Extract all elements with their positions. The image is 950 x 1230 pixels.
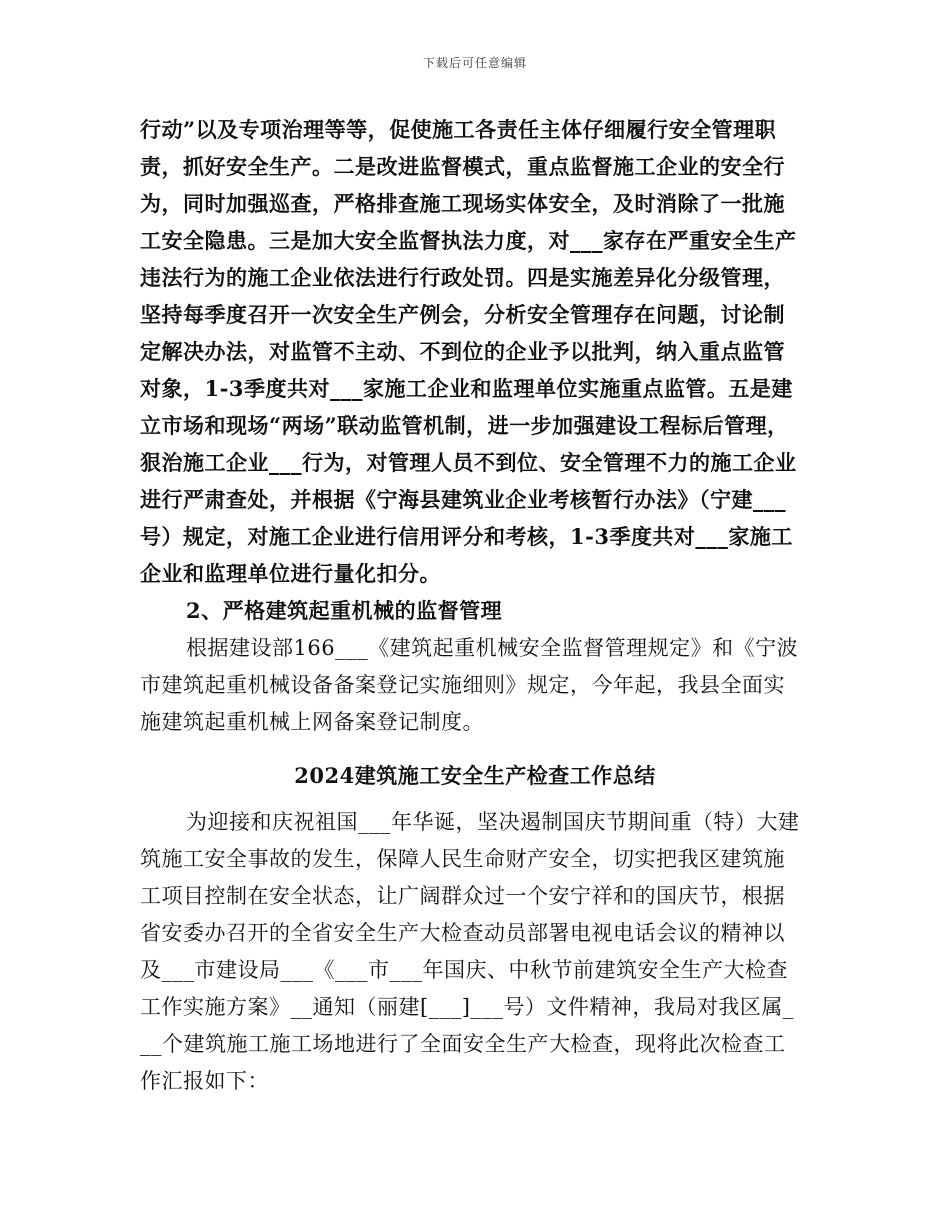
paragraph-line: 市建筑起重机械设备备案登记实施细则》规定，今年起，我县全面实: [140, 673, 785, 697]
paragraph-line: __个建筑施工施工场地进行了全面安全生产大检查，现将此次检查工: [140, 1032, 786, 1056]
paragraph-line: 根据建设部166___《建筑起重机械安全监督管理规定》和《宁波: [186, 636, 799, 660]
article-title: 2024建筑施工安全生产检查工作总结: [294, 763, 656, 788]
page-header: 下载后可任意编辑: [422, 56, 527, 70]
paragraph-line: 及___市建设局___《___市___年国庆、中秋节前建筑安全生产大检查: [140, 958, 788, 982]
paragraph-line: 责，抓好安全生产。二是改进监督模式，重点监督施工企业的安全行: [140, 154, 785, 179]
paragraph-line: 狠治施工企业___行为，对管理人员不到位、安全管理不力的施工企业: [140, 450, 797, 475]
paragraph-line: 违法行为的施工企业依法进行行政处罚。四是实施差异化分级管理，: [140, 265, 785, 290]
paragraph-line: 为迎接和庆祝祖国___年华诞，坚决遏制国庆节期间重（特）大建: [186, 810, 800, 834]
paragraph-line: 号）规定，对施工企业进行信用评分和考核，1-3季度共对___家施工: [140, 524, 793, 549]
paragraph-line: 工安全隐患。三是加大安全监督执法力度，对___家存在严重安全生产: [140, 228, 797, 253]
section-heading: 2、严格建筑起重机械的监督管理: [186, 598, 503, 623]
paragraph-line: 作汇报如下：: [140, 1069, 269, 1093]
paragraph-line: 工作实施方案》__通知（丽建[___]___号）文件精神，我局对我区属_: [140, 995, 794, 1019]
paragraph-line: 定解决办法，对监管不主动、不到位的企业予以批判，纳入重点监管: [140, 339, 785, 364]
paragraph-line: 工项目控制在安全状态，让广阔群众过一个安宁祥和的国庆节，根据: [140, 884, 785, 908]
paragraph-line: 对象，1-3季度共对___家施工企业和监理单位实施重点监管。五是建: [140, 376, 793, 401]
paragraph-line: 行动”以及专项治理等等，促使施工各责任主体仔细履行安全管理职: [140, 117, 777, 142]
paragraph-line: 为，同时加强巡查，严格排查施工现场实体安全，及时消除了一批施: [140, 191, 785, 216]
paragraph-line: 施建筑起重机械上网备案登记制度。: [140, 710, 484, 734]
paragraph-line: 进行严肃查处，并根据《宁海县建筑业企业考核暂行办法》（宁建___: [140, 487, 786, 512]
paragraph-line: 坚持每季度召开一次安全生产例会，分析安全管理存在问题，讨论制: [140, 302, 785, 327]
paragraph-line: 立市场和现场“两场”联动监管机制，进一步加强建设工程标后管理，: [140, 413, 789, 438]
paragraph-line: 省安委办召开的全省安全生产大检查动员部署电视电话会议的精神以: [140, 921, 785, 945]
paragraph-line: 筑施工安全事故的发生，保障人民生命财产安全，切实把我区建筑施: [140, 847, 785, 871]
paragraph-line: 企业和监理单位进行量化扣分。: [140, 561, 441, 586]
